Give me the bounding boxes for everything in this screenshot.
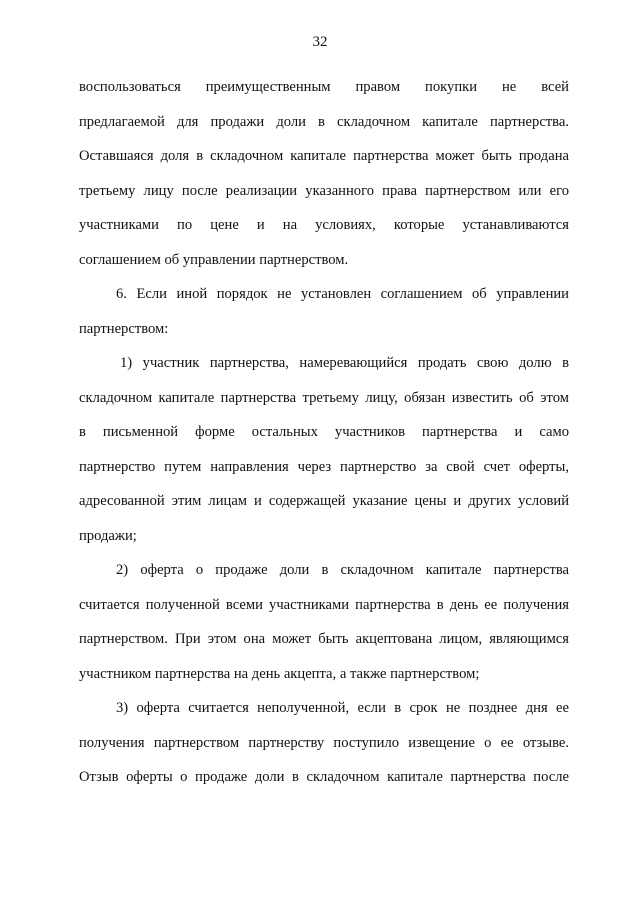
paragraph-first-line: 6. Если иной порядок не установлен соглашением об управлении [116, 286, 569, 302]
text-line: партнерство путем направления через партнерство за свой счет оферты, [79, 458, 569, 475]
text-line: складочном капитале партнерства третьему лицу, обязан известить об этом [79, 389, 569, 406]
list-item-first-line: 1) участник партнерства, намеревающийся продать свою долю в [120, 355, 569, 371]
text-line: участником партнерства на день акцепта, а также партнерством; [79, 665, 480, 682]
list-item-first-line: 3) оферта считается неполученной, если в срок не позднее дня ее [116, 700, 569, 716]
text-line: продажи; [79, 527, 137, 544]
list-item-first-line: 2) оферта о продаже доли в складочном капитале партнерства [116, 562, 569, 578]
text-line: воспользоваться преимущественным правом покупки не всей [79, 79, 569, 95]
text-line: партнерством: [79, 320, 169, 337]
page-number: 32 [312, 34, 328, 50]
text-line: участниками по цене и на условиях, которые устанавливаются [79, 217, 569, 233]
text-line: в письменной форме остальных участников партнерства и само [79, 424, 569, 440]
text-line: третьему лицу после реализации указанного права партнерством или его [79, 182, 569, 199]
text-line: получения партнерством партнерству поступило извещение о ее отзыве. [79, 734, 569, 751]
text-line: соглашением об управлении партнерством. [79, 251, 349, 268]
text-line: адресованной этим лицам и содержащей указание цены и других условий [79, 493, 569, 509]
text-line: партнерством. При этом она может быть акцептована лицом, являющимся [79, 631, 569, 647]
text-line: Отзыв оферты о продаже доли в складочном капитале партнерства после [79, 769, 569, 785]
text-line: Оставшаяся доля в складочном капитале партнерства может быть продана [79, 148, 569, 164]
text-line: считается полученной всеми участниками партнерства в день ее получения [79, 596, 569, 613]
document-body [79, 70, 569, 795]
text-line: предлагаемой для продажи доли в складочном капитале партнерства. [79, 113, 569, 130]
